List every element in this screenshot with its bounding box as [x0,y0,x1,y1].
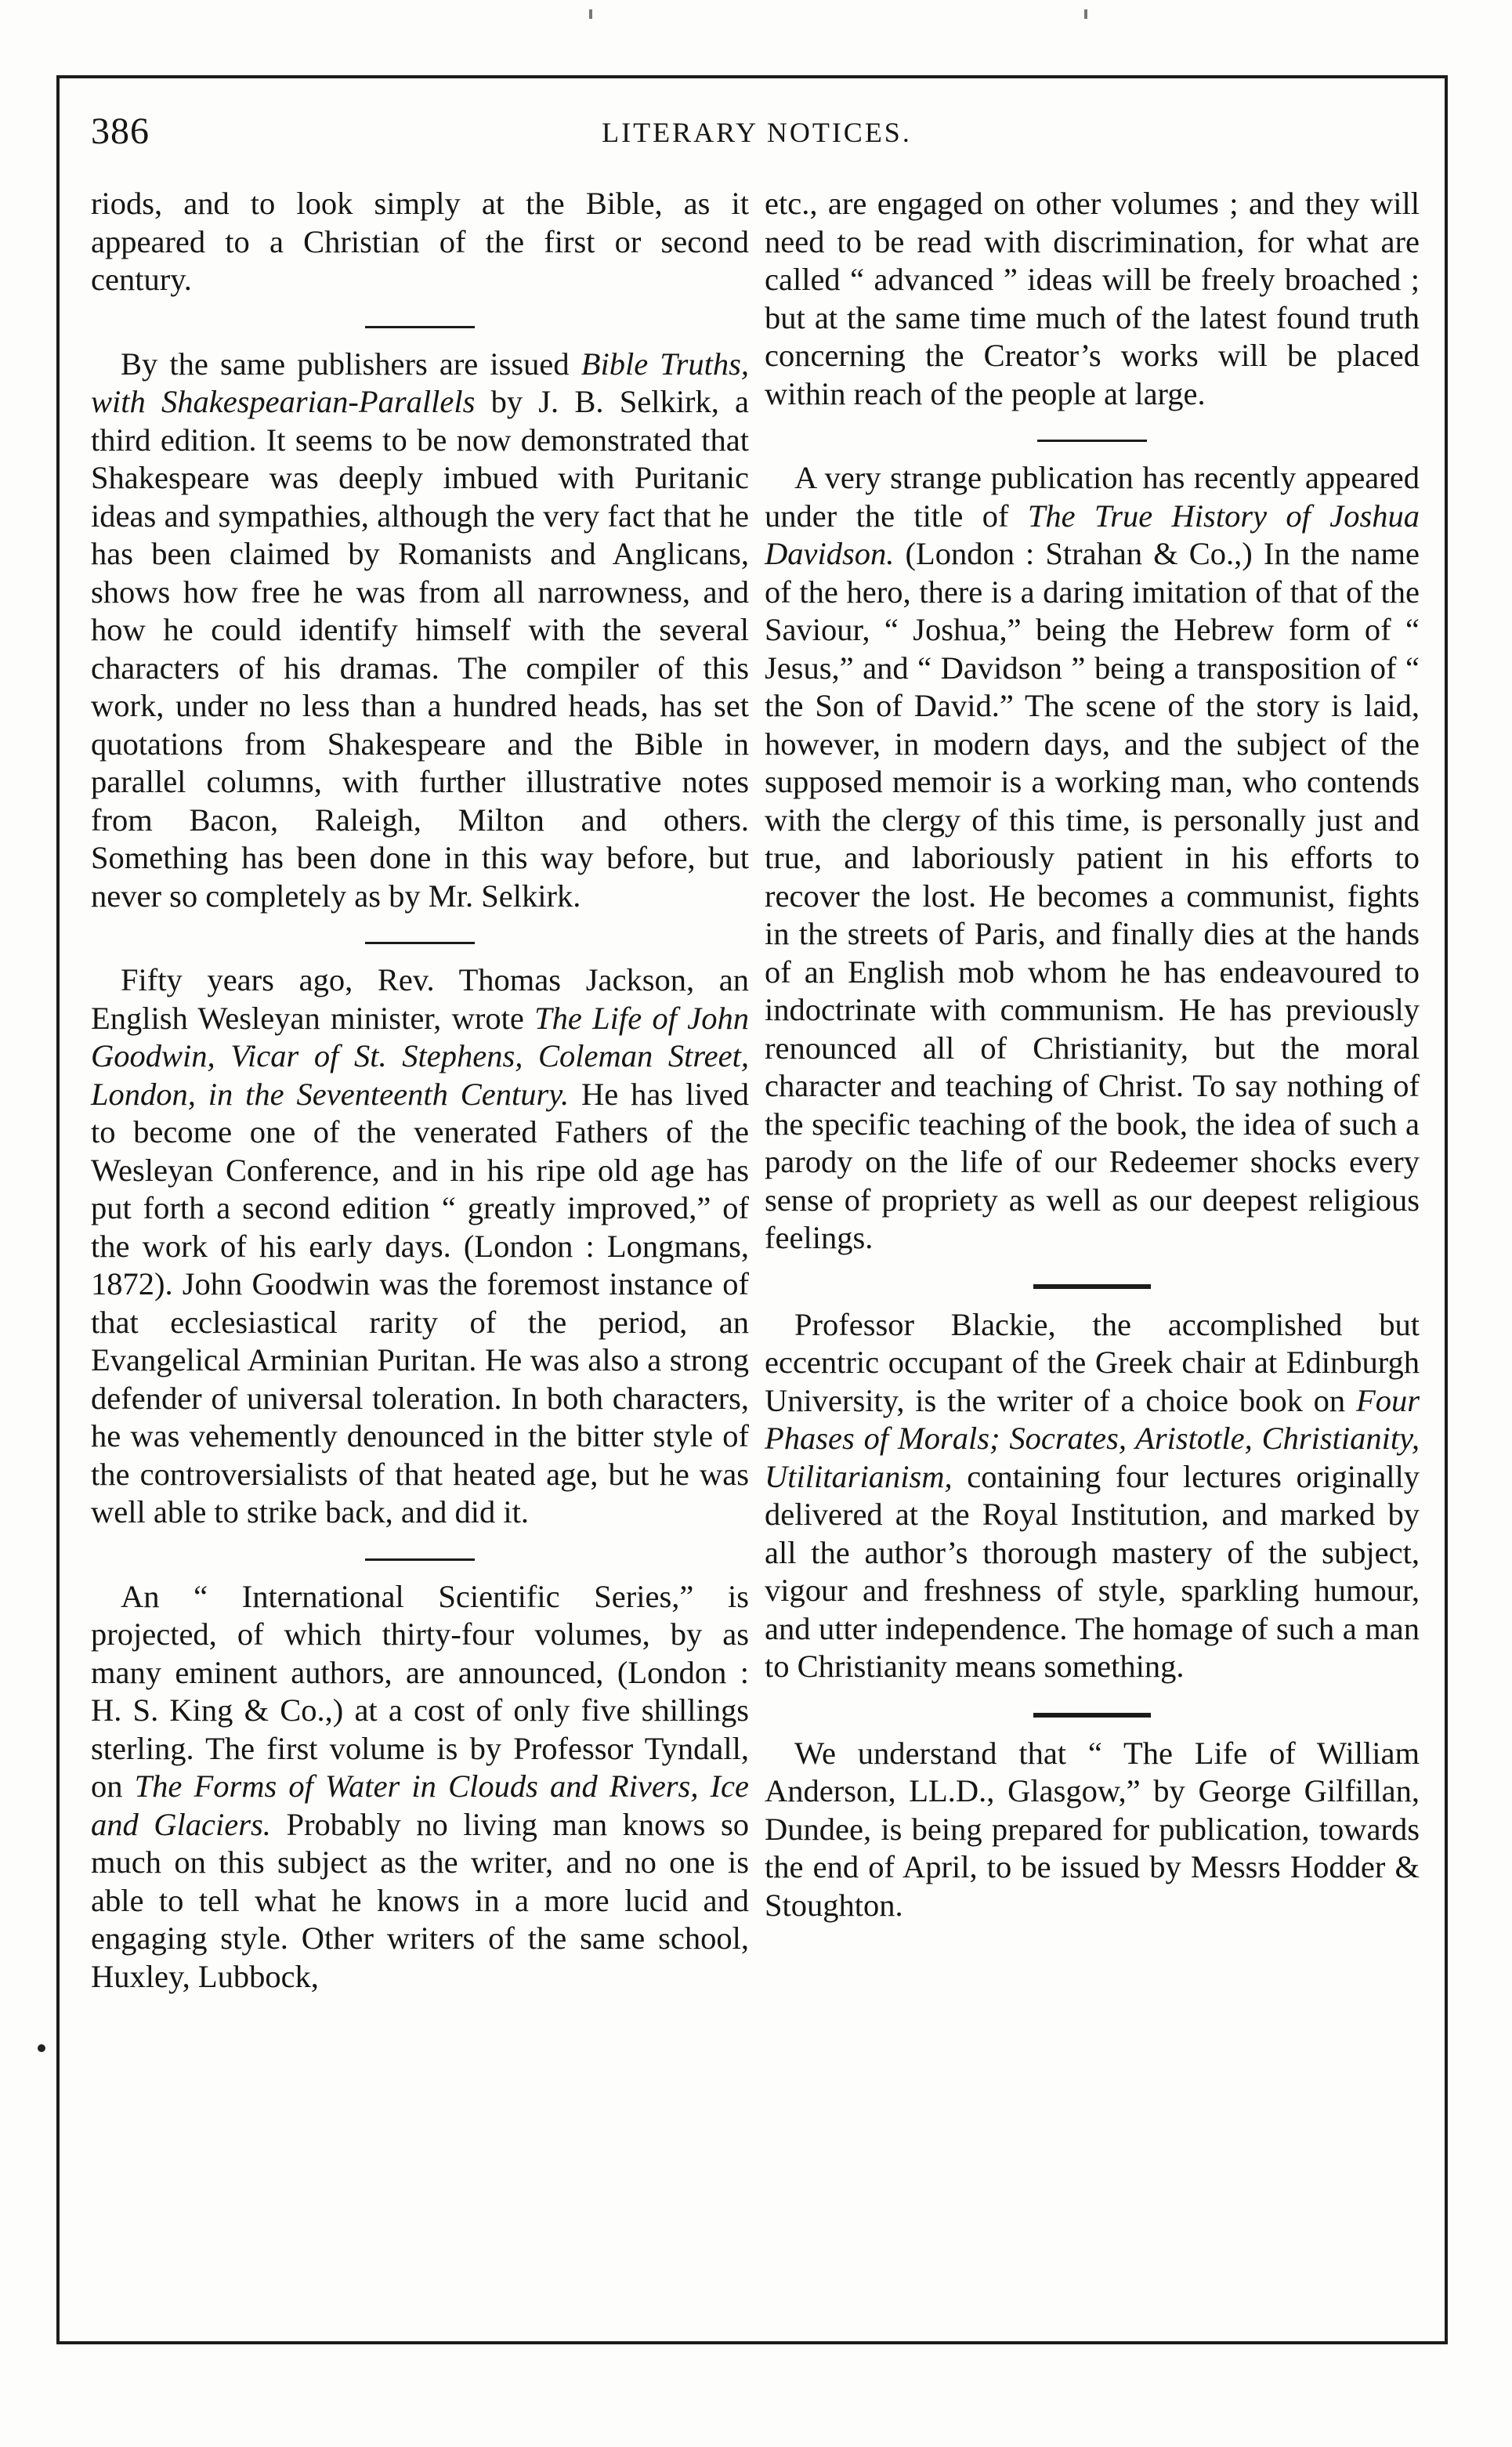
paragraph-bible-truths [91,346,749,916]
page-header [91,108,1423,163]
paragraph-text: He has lived to become one of the venerated Fathers of the Wesleyan Conference, and in his ripe old age has put forth a second edition “ greatly improved,” of the work of his early days. (London : Longmans, 1872). John Goodwin was the foremost instance of that ecclesiastical rarity of the period, an Evangelical Arminian Puritan. He was also a strong defender of universal toleration. In both characters, he was vehemently denounced in the bitter style of the controversialists of that heated age, but he was well able to strike back, and did it. [91,1076,749,1529]
paragraph-william-anderson: We understand that “ The Life of William Anderson, LL.D., Glasgow,” by George Gilfillan, Dundee, is being prepared for publication, towards the end of April, to be issued by Messrs Hodder & Stoughton. [765,1735,1420,1923]
section-divider [1033,1713,1151,1718]
paragraph-text: by J. B. Selkirk, a third edition. It seems to be now demonstrated that Shakespeare was deeply imbued with Puritanic ideas and sympathies, although the very fact that he has been claimed by Romanists and Anglicans, shows how free he was from all narrowness, and how he could identify himself with the several characters of his dramas. The compiler of this work, under no less than a hundred heads, has set quotations from Shakespeare and the Bible in parallel columns, with further illustrative notes from Bacon, Raleigh, Milton and others. Something has been done in this way before, but never so completely as by Mr. Selkirk. [91,384,749,914]
paragraph-john-goodwin [91,961,749,1532]
section-divider [1037,440,1147,442]
section-divider [1033,1284,1151,1289]
paragraph-text: By the same publishers are issued [121,346,581,382]
stray-print-mark [1084,9,1087,19]
book-title: The Forms of Water in Clouds and Rivers, Ice and Glaciers. [91,1768,750,1842]
book-title: Bible Truths, with Shakespearian-Parallels [91,346,749,419]
book-title: The Life of John Goodwin, Vicar of St. Stephens, Coleman Street, London, in the Seventeenth Century. [91,1000,749,1112]
paragraph-scientific-series [91,1578,749,1996]
section-divider [365,1558,475,1561]
paragraph-text: Fifty years ago, Rev. Thomas Jackson, an English Wesleyan minister, wrote [91,962,749,1036]
paragraph-text: (London : Strahan & Co.,) In the name of the hero, there is a daring imitation of that of the Saviour, “ Joshua,” being the Hebrew form of “ Jesus,” and “ Davidson ” being a transposition of “ the Son of David.” The scene of the story is laid, however, in modern days, and the subject of the supposed memoir is a working man, who contends with the clergy of this time, is personally just and true, and laboriously patient in his efforts to recover the lost. He becomes a communist, fights in the streets of Paris, and finally dies at the hands of an English mob whom he has endeavoured to indoctrinate with communism. He has previously renounced all of Christianity, but the moral character and teaching of Christ. To say nothing of the specific teaching of the book, the idea of such a parody on the life of our Redeemer shocks every sense of propriety as well as our deepest religious feelings. [765,536,1420,1255]
paragraph-text: Probably no living man knows so much on this subject as the writer, and no one is able to tell what he knows in a more lucid and engaging style. Other writers of the same school, Huxley, Lubbock, [91,1806,750,1994]
book-title: The True History of Joshua Davidson. [765,498,1420,571]
margin-dot [38,2044,45,2052]
section-divider [365,942,475,944]
paragraph-continuation: etc., are engaged on other volumes ; and they will need to be read with discrimination, for what are called “ advanced ” ideas will be freely broached ; but at the same time much of the latest found truth concerning the Creator’s works will be placed within reach of the people at large. [765,186,1420,411]
right-column [765,185,1420,1924]
paragraph-joshua-davidson [765,459,1420,1258]
paragraph-continuation: riods, and to look simply at the Bible, as it appeared to a Christian of the first or second century. [91,186,749,297]
stray-print-mark [589,9,592,19]
paragraph-text: An “ International Scientific Series,” is projected, of which thirty-four volumes, by as many eminent authors, are announced, (London : H. S. King & Co.,) at a cost of only five shillings sterling. The first volume is by Professor Tyndall, on [91,1578,749,1804]
section-divider [365,326,475,328]
book-title: Four Phases of Morals; Socrates, Aristotle, Christianity, Utilitarianism, [765,1382,1420,1494]
paragraph-text: containing four lectures originally delivered at the Royal Institution, and marked by all the author’s thorough mastery of the subject, vigour and freshness of style, sparkling humour, and utter independence. The homage of such a man to Christianity means something. [765,1458,1420,1684]
left-column [91,185,749,1996]
paragraph-text: Professor Blackie, the accomplished but eccentric occupant of the Greek chair at Edinburgh University, is the writer of a choice book on [765,1306,1420,1418]
paragraph-text: A very strange publication has recently appeared under the title of [765,460,1420,534]
running-head: LITERARY NOTICES. [602,117,912,148]
paragraph-professor-blackie [765,1306,1420,1686]
page-number: 386 [91,110,150,152]
